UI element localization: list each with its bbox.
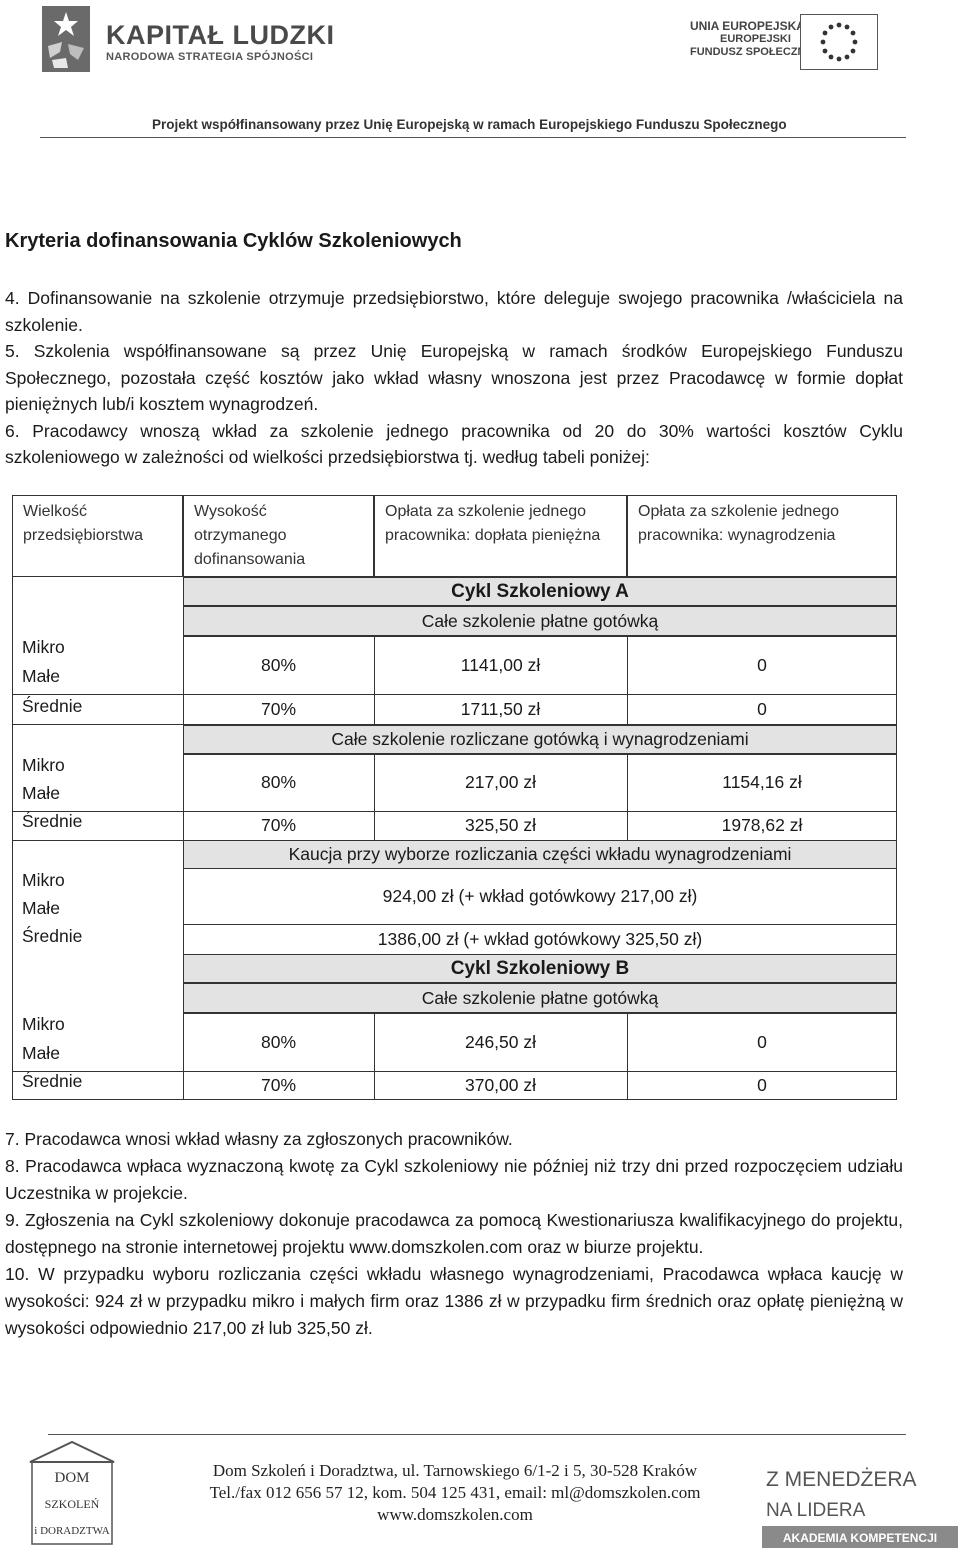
row-label-mikro: Mikro (22, 1014, 65, 1034)
cycle-a-mixed-section: Całe szkolenie rozliczane gotówką i wynagrodzeniami (183, 725, 897, 754)
table-rule (627, 1013, 628, 1100)
cycle-a-heading: Cykl Szkoleniowy A (183, 577, 897, 606)
document-body (5, 226, 903, 471)
dom-logo-line-3: i DORADZTWA (34, 1525, 110, 1537)
paragraph-8: 8. Pracodawca wpłaca wyznaczoną kwotę za Cykl szkoleniowy nie później niż trzy dni przed rozpoczęciem udziału Uczestnika w projekcie. (5, 1156, 903, 1203)
a-mixed-mid-cash: 325,50 zł (464, 815, 537, 835)
footer-website-link[interactable]: www.domszkolen.com (377, 1505, 533, 1524)
a-cash-small-wage: 0 (757, 654, 767, 675)
cycle-a-cash-section: Całe szkolenie płatne gotówką (183, 606, 897, 636)
cycle-b-heading: Cykl Szkoleniowy B (183, 954, 897, 983)
paragraph-5: 5. Szkolenia współfinansowane są przez Unię Europejską w ramach środków Europejskiego Funduszu Społecznego, pozostała część kosztów jako wkład własny wnoszona jest przez Pracodawcę w formie dopłat pieniężnych lub/i kosztem wynagrodzeń. (5, 341, 903, 414)
cofinancing-table (12, 495, 897, 1100)
header-cash-fee: Opłata za szkolenie jednego pracownika: dopłata pieniężna (374, 495, 627, 577)
project-cofinancing-line: Projekt współfinansowany przez Unię Europejską w ramach Europejskiego Funduszu Społecznego (152, 117, 787, 132)
row-label-male: Małe (22, 783, 60, 803)
a-cash-mid-wage: 0 (757, 698, 767, 719)
row-label-srednie: Średnie (22, 811, 83, 831)
b-cash-mid-wage: 0 (757, 1075, 767, 1095)
b-cash-mid-cash: 370,00 zł (464, 1075, 537, 1095)
table-border-bottom (12, 1099, 897, 1100)
table-rule (627, 754, 628, 840)
header-wage-fee: Opłata za szkolenie jednego pracownika: wynagrodzenia (627, 495, 897, 577)
a-mixed-mid-wage: 1978,62 zł (721, 815, 803, 835)
table-rule (12, 811, 897, 812)
ml-logo-line-2: NA LIDERA (766, 1500, 866, 1521)
row-label-srednie: Średnie (22, 1071, 83, 1091)
b-cash-small-wage: 0 (757, 1031, 767, 1052)
document-title: Kryteria dofinansowania Cyklów Szkoleniowych (5, 230, 462, 252)
b-cash-small-rate: 80% (260, 1031, 297, 1052)
a-mixed-mid-rate: 70% (260, 815, 297, 835)
row-label-srednie: Średnie (22, 696, 83, 716)
paragraph-4: 4. Dofinansowanie na szkolenie otrzymuje przedsiębiorstwo, które deleguje swojego pracownika /właściciela na szkolenie. (5, 288, 903, 335)
eu-line-3: FUNDUSZ SPOŁECZNY (690, 46, 813, 58)
kapital-ludzki-title: KAPITAŁ LUDZKI (106, 20, 335, 50)
table-border-right (896, 577, 897, 1100)
row-label-male: Małe (22, 898, 60, 918)
footer-contact (150, 1460, 760, 1526)
kapital-ludzki-subtitle: NARODOWA STRATEGIA SPÓJNOŚCI (106, 51, 314, 63)
table-rule (183, 924, 897, 925)
row-label-mikro: Mikro (22, 637, 65, 657)
a-cash-mid-rate: 70% (260, 698, 297, 719)
cycle-a-deposit-section: Kaucja przy wyborze rozliczania części wkładu wynagrodzeniami (183, 840, 897, 869)
a-mixed-small-rate: 80% (260, 772, 297, 792)
row-label-mikro: Mikro (22, 870, 65, 890)
paragraph-6: 6. Pracodawcy wnoszą wkład za szkolenie jednego pracownika od 20 do 30% wartości kosztów Cyklu szkoleniowego w zależności od wielkości przedsiębiorstwa tj. według tabeli poniżej: (5, 420, 903, 467)
footer-address: Dom Szkoleń i Doradztwa, ul. Tarnowskiego 6/1-2 i 5, 30-528 Kraków (212, 1461, 698, 1480)
table-rule (12, 1071, 897, 1072)
a-cash-small-cash: 1141,00 zł (460, 654, 541, 675)
dom-logo-line-2: SZKOLEŃ (44, 1497, 100, 1511)
eu-text-block (690, 20, 813, 59)
table-rule (12, 694, 897, 695)
footer-phone-email[interactable]: Tel./fax 012 656 57 12, kom. 504 125 431, email: ml@domszkolen.com (209, 1483, 701, 1502)
dom-szkolen-logo-icon (22, 1440, 122, 1548)
header-divider (40, 137, 906, 138)
header-cofinancing-rate: Wysokość otrzymanego dofinansowania (183, 495, 374, 577)
page-header (0, 0, 960, 140)
a-cash-mid-cash: 1711,50 zł (460, 698, 541, 719)
table-rule (374, 1013, 375, 1100)
eu-line-2: EUROPEJSKI (720, 33, 791, 45)
ml-logo-line-3: AKADEMIA KOMPETENCJI (782, 1531, 938, 1545)
table-rule (12, 840, 897, 841)
row-label-male: Małe (22, 666, 60, 686)
dom-logo-line-1: DOM (54, 1470, 90, 1486)
table-rule (374, 636, 375, 724)
document-body-continued (5, 1126, 903, 1342)
paragraph-10: 10. W przypadku wyboru rozliczania części wkładu własnego wynagrodzeniami, Pracodawca wpłaca kaucję w wysokości: 924 zł w przypadku mikro i małych firm oraz 1386 zł w przypadku firm średnich oraz opłatę pieniężną w wysokości odpowiednio 217,00 zł lub 325,50 zł. (5, 1264, 903, 1338)
row-label-srednie: Średnie (22, 926, 83, 946)
a-cash-small-rate: 80% (260, 654, 297, 675)
table-rule (183, 754, 184, 840)
eu-flag-icon (800, 14, 878, 70)
table-rule (183, 869, 184, 954)
b-cash-small-cash: 246,50 zł (464, 1031, 537, 1052)
kapital-ludzki-logo-icon (38, 2, 94, 76)
cycle-b-cash-section: Całe szkolenie płatne gotówką (183, 983, 897, 1013)
table-rule (183, 636, 184, 724)
b-cash-mid-rate: 70% (260, 1075, 297, 1095)
row-label-mikro: Mikro (22, 755, 65, 775)
eu-line-1: UNIA EUROPEJSKA (690, 19, 805, 33)
paragraph-7: 7. Pracodawca wnosi wkład własny za zgłoszonych pracowników. (5, 1129, 513, 1149)
table-rule (183, 754, 897, 755)
footer-divider (48, 1434, 906, 1435)
table-rule (374, 754, 375, 840)
paragraph-9: 9. Zgłoszenia na Cykl szkoleniowy dokonuje pracodawca za pomocą Kwestionariusza kwalifikacyjnego do projektu, dostępnego na stronie internetowej projektu www.domszkolen.com oraz w biurze projektu. (5, 1210, 903, 1257)
row-label-male: Małe (22, 1043, 60, 1063)
table-rule (183, 1013, 184, 1100)
a-deposit-small: 924,00 zł (+ wkład gotówkowy 217,00 zł) (382, 886, 698, 906)
table-rule (183, 636, 897, 637)
a-mixed-small-wage: 1154,16 zł (722, 772, 802, 792)
a-deposit-mid: 1386,00 zł (+ wkład gotówkowy 325,50 zł) (377, 929, 703, 949)
table-rule (183, 1013, 897, 1014)
table-border-left (12, 577, 13, 1100)
table-rule (627, 636, 628, 724)
a-mixed-small-cash: 217,00 zł (464, 772, 537, 792)
header-company-size: Wielkość przedsiębiorstwa (12, 495, 183, 577)
menedzera-lidera-logo-icon (762, 1456, 958, 1552)
table-rule (12, 724, 897, 725)
ml-logo-line-1: Z MENEDŻERA (766, 1468, 917, 1491)
